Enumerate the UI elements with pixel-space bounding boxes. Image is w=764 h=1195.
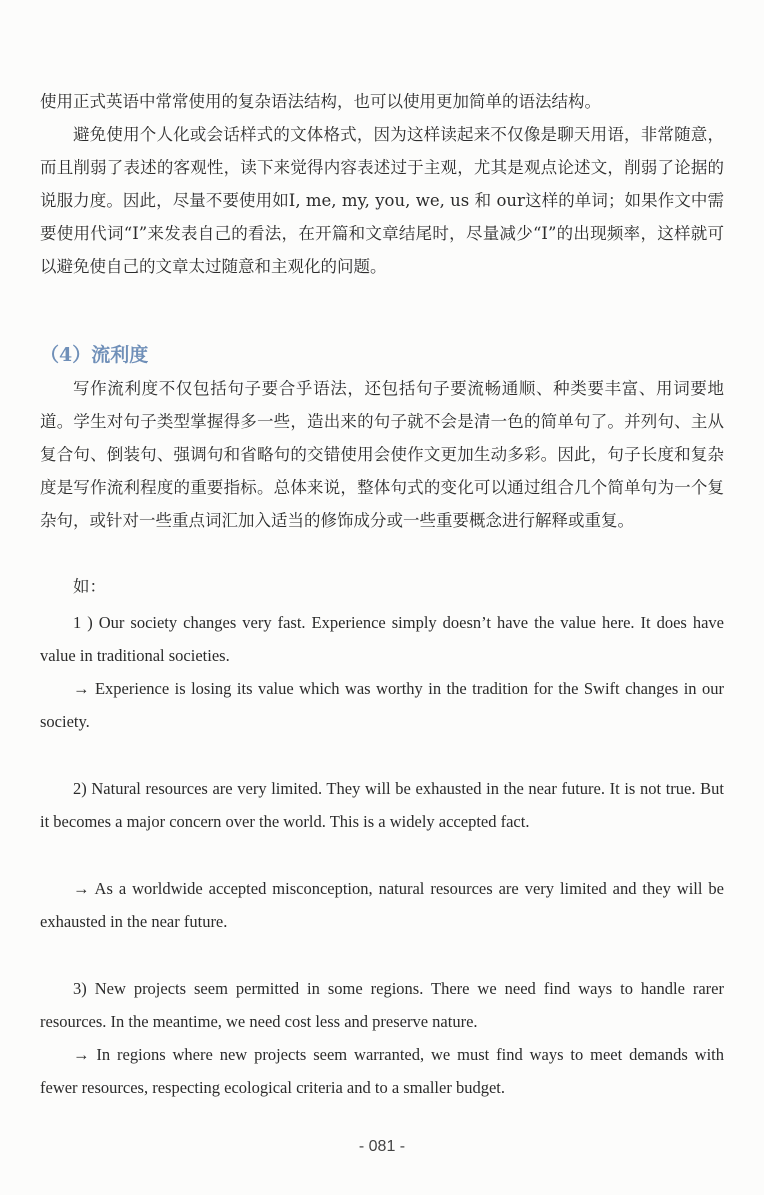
example-1-original: 1 ) Our society changes very fast. Experience simply doesn’t have the value here. It does have value in traditional societies. [40, 613, 724, 665]
intro-paragraph: 使用正式英语中常常使用的复杂语法结构，也可以使用更加简单的语法结构。 [40, 92, 601, 111]
example-2-original: 2) Natural resources are very limited. They will be exhausted in the near future. It is not true. But it becomes a major concern over the world. This is a widely accepted fact. [40, 779, 724, 831]
avoid-paragraph: 避免使用个人化或会话样式的文体格式，因为这样读起来不仅像是聊天用语，非常随意，而且削弱了表述的客观性，读下来觉得内容表述过于主观，尤其是观点论述文，削弱了论据的说服力度。因此，尽量不要使用如I, me, my, you, we, us 和 our这样的单词；如果作文中需要使用代词“I”来发表自己的看法，在开篇和文章结尾时，尽量减少“I”的出现频率，这样就可以避免使自己的文章太过随意和主观化的问题。 [40, 125, 724, 276]
example-1-rewrite: → Experience is losing its value which was worthy in the tradition for the Swift changes in our society. [40, 679, 724, 731]
section-heading: （4）流利度 [40, 344, 149, 366]
example-2-rewrite: → As a worldwide accepted misconception, natural resources are very limited and they will be exhausted in the near future. [40, 879, 724, 931]
page-number: - 081 - [358, 1138, 406, 1155]
fluency-paragraph: 写作流利度不仅包括句子要合乎语法，还包括句子要流畅通顺、种类要丰富、用词要地道。学生对句子类型掌握得多一些，造出来的句子就不会是清一色的简单句了。并列句、主从复合句、倒装句、强调句和省略句的交错使用会使作文更加生动多彩。因此，句子长度和复杂度是写作流利程度的重要指标。总体来说，整体句式的变化可以通过组合几个简单句为一个复杂句，或针对一些重点词汇加入适当的修饰成分或一些重要概念进行解释或重复。 [40, 379, 724, 530]
example-label: 如： [73, 577, 106, 596]
example-3-original: 3) New projects seem permitted in some regions. There we need find ways to handle rarer resources. In the meantime, we need cost less and preserve nature. [40, 979, 724, 1031]
example-3-rewrite: → In regions where new projects seem warranted, we must find ways to meet demands with fewer resources, respecting ecological criteria and to a smaller budget. [40, 1045, 724, 1097]
